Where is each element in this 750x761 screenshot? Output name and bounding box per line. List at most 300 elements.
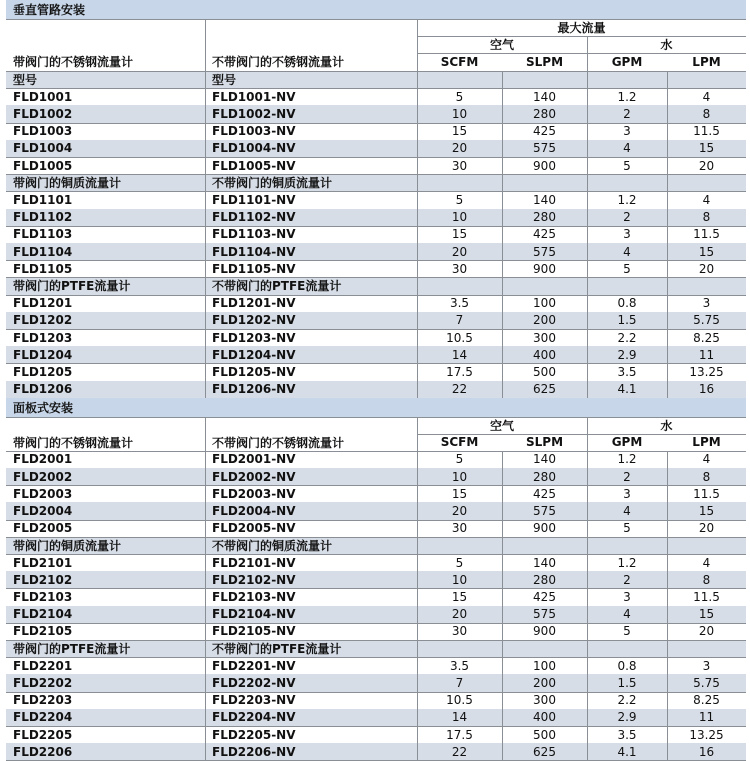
column-rule [667, 381, 668, 398]
column-rule [667, 692, 668, 709]
column-rule [587, 312, 588, 329]
column-rule [502, 692, 503, 709]
section-title: 垂直管路安装 [13, 3, 86, 17]
lpm-value: 8 [702, 210, 711, 225]
gpm-value: 2 [623, 210, 631, 225]
column-rule [417, 640, 418, 657]
column-rule [417, 485, 418, 502]
model-no-valve: FLD2105-NV [212, 624, 296, 639]
column-rule [667, 571, 668, 588]
column-rule [205, 295, 206, 312]
column-rule [667, 226, 668, 243]
column-rule [587, 363, 588, 380]
scfm-value: 3.5 [449, 658, 470, 673]
column-rule [667, 260, 668, 277]
model-no-valve: FLD2004-NV [212, 503, 296, 518]
column-rule [502, 657, 503, 674]
column-rule [502, 260, 503, 277]
column-rule [417, 606, 418, 623]
column-rule [417, 520, 418, 537]
column-rule [205, 260, 206, 277]
gpm-value: 5 [623, 624, 631, 639]
column-rule [205, 174, 206, 191]
gpm-value: 3 [623, 486, 631, 501]
column-rule [205, 243, 206, 260]
slpm-value: 900 [533, 624, 556, 639]
lpm-value: 16 [698, 382, 715, 397]
column-rule [667, 709, 668, 726]
section-title: 面板式安装 [13, 400, 74, 415]
column-rule [587, 123, 588, 140]
lpm-value: 4 [702, 89, 711, 104]
column-rule [205, 381, 206, 398]
model-no-valve: FLD2204-NV [212, 710, 296, 725]
lpm-value: 4 [702, 555, 711, 570]
column-rule [417, 451, 418, 468]
slpm-value: 300 [533, 330, 556, 345]
slpm-value: 425 [533, 486, 556, 501]
slpm-value: 575 [533, 244, 556, 259]
column-rule [502, 346, 503, 363]
scfm-value: 30 [451, 521, 468, 536]
slpm-value: 140 [533, 555, 556, 570]
column-rule [667, 71, 668, 88]
model-no-valve: FLD1002-NV [212, 106, 296, 121]
column-rule [417, 157, 418, 174]
model-no-valve: FLD1205-NV [212, 364, 296, 379]
column-rule [667, 243, 668, 260]
column-rule [667, 277, 668, 294]
column-rule [667, 674, 668, 691]
model-valve: FLD2101 [13, 555, 73, 570]
model-valve: FLD2105 [13, 624, 73, 639]
column-rule [502, 140, 503, 157]
model-valve: FLD1202 [13, 313, 73, 328]
model-valve: FLD2102 [13, 572, 73, 587]
column-rule [417, 123, 418, 140]
model-no-valve: FLD2201-NV [212, 658, 296, 673]
gpm-value: 3.5 [617, 364, 637, 379]
gpm-value: 5 [623, 261, 631, 276]
lpm-value: 11.5 [693, 227, 720, 242]
model-valve: FLD2003 [13, 486, 73, 501]
column-rule [667, 588, 668, 605]
column-rule [205, 588, 206, 605]
scfm-value: 15 [451, 589, 468, 604]
model-no-valve: FLD1104-NV [212, 244, 296, 259]
model-no-valve: FLD1004-NV [212, 141, 296, 156]
lpm-value: 3 [702, 658, 711, 673]
scfm-value: 3.5 [449, 296, 470, 311]
model-no-valve: FLD2001-NV [212, 452, 296, 467]
slpm-value: 280 [533, 469, 556, 484]
scfm-value: 20 [451, 607, 468, 622]
model-valve: FLD2104 [13, 607, 73, 622]
model-no-valve: FLD2103-NV [212, 589, 296, 604]
column-rule [417, 226, 418, 243]
column-rule [417, 554, 418, 571]
group-label-valve: 带阀门的铜质流量计 [13, 176, 122, 191]
column-rule [502, 105, 503, 122]
model-valve: FLD2002 [13, 469, 73, 484]
column-rule [587, 295, 588, 312]
gpm-value: 2.9 [617, 347, 637, 362]
column-rule [417, 363, 418, 380]
slpm-value: 200 [533, 313, 556, 328]
gpm-value: 1.2 [617, 192, 637, 207]
column-rule [587, 381, 588, 398]
scfm-value: 5 [455, 555, 464, 570]
column-rule [502, 485, 503, 502]
gpm-value: 2.2 [617, 693, 637, 708]
scfm-value: 20 [451, 141, 468, 156]
lpm-value: 8 [702, 106, 711, 121]
gpm-value: 4 [623, 607, 631, 622]
column-rule [667, 346, 668, 363]
model-valve: FLD1004 [13, 141, 73, 156]
column-rule [667, 485, 668, 502]
column-rule [587, 571, 588, 588]
gpm-value: 2 [623, 572, 631, 587]
model-no-valve: FLD2206-NV [212, 744, 296, 759]
column-rule [502, 71, 503, 88]
air-heading: 空气 [489, 418, 514, 433]
column-rule [417, 726, 418, 743]
scfm-value: 20 [451, 244, 468, 259]
slpm-value: 425 [533, 227, 556, 242]
gpm-value: 4 [623, 141, 631, 156]
gpm-value: 0.8 [617, 658, 637, 673]
scfm-value: 14 [451, 710, 468, 725]
model-valve: FLD1201 [13, 296, 73, 311]
column-rule [417, 329, 418, 346]
column-rule [417, 381, 418, 398]
column-rule [417, 743, 418, 760]
slpm-value: 140 [533, 89, 556, 104]
model-valve: FLD2204 [13, 710, 73, 725]
column-rule [417, 346, 418, 363]
slpm-value: 500 [533, 727, 556, 742]
column-rule [205, 692, 206, 709]
gpm-value: 4 [623, 503, 631, 518]
model-no-valve: FLD1206-NV [212, 382, 296, 397]
lpm-value: 15 [698, 244, 715, 259]
column-rule [205, 485, 206, 502]
column-rule [205, 191, 206, 208]
group-label-no-valve: 不带阀门的铜质流量计 [212, 176, 333, 191]
group-label-valve: 带阀门的PTFE流量计 [13, 279, 131, 294]
column-rule [205, 606, 206, 623]
column-rule [205, 88, 206, 105]
gpm-value: 5 [623, 158, 631, 173]
slpm-value: 500 [533, 364, 556, 379]
column-rule [667, 329, 668, 346]
model-valve: FLD1206 [13, 382, 73, 397]
column-rule [417, 312, 418, 329]
lpm-value: 8 [702, 469, 711, 484]
column-rule [502, 606, 503, 623]
column-rule [502, 209, 503, 226]
scfm-value: 5 [455, 452, 464, 467]
column-rule [205, 226, 206, 243]
gpm-value: 1.2 [617, 89, 637, 104]
column-rule [502, 502, 503, 519]
scfm-value: 22 [451, 382, 468, 397]
slpm-value: 100 [533, 658, 556, 673]
scfm-value: 10 [451, 469, 468, 484]
column-rule [667, 623, 668, 640]
model-no-valve: FLD1204-NV [212, 347, 296, 362]
scfm-value: 17.5 [446, 727, 473, 742]
slpm-value: 575 [533, 141, 556, 156]
scfm-value: 5 [455, 192, 464, 207]
column-rule [205, 657, 206, 674]
column-rule [205, 123, 206, 140]
column-rule [417, 502, 418, 519]
water-heading: 水 [660, 418, 673, 433]
column-rule [205, 709, 206, 726]
model-valve: FLD1001 [13, 89, 73, 104]
column-rule [667, 209, 668, 226]
slpm-value: 280 [533, 210, 556, 225]
column-rule [667, 312, 668, 329]
column-rule [417, 657, 418, 674]
column-rule [587, 554, 588, 571]
column-rule [587, 743, 588, 760]
lpm-value: 15 [698, 503, 715, 518]
lpm-value: 13.25 [689, 364, 724, 379]
column-rule [417, 71, 418, 88]
column-rule [417, 674, 418, 691]
gpm-value: 1.5 [617, 675, 637, 690]
column-rule [417, 571, 418, 588]
gpm-value: 4 [623, 244, 631, 259]
scfm-value: 30 [451, 158, 468, 173]
column-rule [667, 451, 668, 468]
group-label-no-valve: 型号 [212, 73, 237, 88]
column-rule [417, 140, 418, 157]
column-rule [205, 726, 206, 743]
lpm-value: 8.25 [693, 693, 720, 708]
model-valve: FLD1103 [13, 227, 73, 242]
gpm-value: 4.1 [617, 744, 637, 759]
column-rule [417, 260, 418, 277]
lpm-value: 8 [702, 572, 711, 587]
column-rule [667, 554, 668, 571]
gpm-value: 5 [623, 521, 631, 536]
column-rule [587, 260, 588, 277]
gpm-value: 4.1 [617, 382, 637, 397]
column-rule [587, 243, 588, 260]
model-no-valve: FLD1102-NV [212, 210, 296, 225]
scfm-value: 10 [451, 210, 468, 225]
column-rule [587, 36, 588, 71]
lpm-value: 4 [702, 192, 711, 207]
column-rule [587, 71, 588, 88]
group-label-no-valve: 不带阀门的PTFE流量计 [212, 642, 342, 657]
column-rule [587, 640, 588, 657]
model-valve: FLD2201 [13, 658, 73, 673]
gpm-value: 0.8 [617, 296, 637, 311]
slpm-value: 900 [533, 158, 556, 173]
scfm-value: 22 [451, 744, 468, 759]
column-rule [587, 502, 588, 519]
model-no-valve: FLD2203-NV [212, 693, 296, 708]
column-rule [417, 191, 418, 208]
lpm-value: 15 [698, 607, 715, 622]
column-rule [587, 726, 588, 743]
max-flow-heading: 最大流量 [557, 21, 606, 35]
model-valve: FLD1104 [13, 244, 73, 259]
gpm-value: 2 [623, 106, 631, 121]
column-rule [502, 554, 503, 571]
column-rule [205, 674, 206, 691]
column-rule [587, 88, 588, 105]
slpm-value: 140 [533, 452, 556, 467]
model-no-valve: FLD1005-NV [212, 158, 296, 173]
lpm-value: 8.25 [693, 330, 720, 345]
column-rule [667, 191, 668, 208]
gpm-value: 1.2 [617, 452, 637, 467]
slpm-value: 900 [533, 261, 556, 276]
column-rule [417, 174, 418, 191]
model-no-valve: FLD2101-NV [212, 555, 296, 570]
column-rule [502, 726, 503, 743]
column-rule [502, 571, 503, 588]
column-rule [205, 157, 206, 174]
slpm-value: 400 [533, 710, 556, 725]
model-valve: FLD1203 [13, 330, 73, 345]
scfm-value: 15 [451, 227, 468, 242]
column-rule [587, 140, 588, 157]
column-rule [205, 502, 206, 519]
slpm-value: 575 [533, 607, 556, 622]
column-rule [667, 743, 668, 760]
column-rule [205, 520, 206, 537]
column-rule [502, 381, 503, 398]
lpm-value: 5.75 [693, 313, 720, 328]
lpm-value: 4 [702, 452, 711, 467]
lpm-value: 5.75 [693, 675, 720, 690]
model-valve: FLD2004 [13, 503, 73, 518]
lpm-value: 16 [698, 744, 715, 759]
slpm-value: 900 [533, 521, 556, 536]
lpm-value: 15 [698, 141, 715, 156]
column-rule [667, 88, 668, 105]
scfm-value: 30 [451, 261, 468, 276]
column-rule [417, 295, 418, 312]
model-valve: FLD2103 [13, 589, 73, 604]
column-rule [667, 520, 668, 537]
column-rule [502, 537, 503, 554]
column-rule [502, 174, 503, 191]
slpm-value: 625 [533, 744, 556, 759]
unit-heading: LPM [692, 54, 721, 69]
column-rule [667, 140, 668, 157]
column-rule [667, 657, 668, 674]
column-rule [667, 123, 668, 140]
column-rule [417, 105, 418, 122]
column-rule [667, 606, 668, 623]
column-rule [417, 88, 418, 105]
lpm-value: 20 [698, 158, 715, 173]
column-rule [205, 71, 206, 88]
column-rule [502, 709, 503, 726]
gpm-value: 1.2 [617, 555, 637, 570]
lpm-value: 11.5 [693, 589, 720, 604]
column-rule [502, 640, 503, 657]
unit-heading: SLPM [525, 435, 564, 450]
column-rule [502, 157, 503, 174]
unit-heading: SLPM [525, 54, 564, 69]
slpm-value: 400 [533, 347, 556, 362]
model-no-valve: FLD1001-NV [212, 89, 296, 104]
lpm-value: 20 [698, 261, 715, 276]
lpm-value: 20 [698, 624, 715, 639]
water-heading: 水 [660, 38, 673, 52]
unit-heading: LPM [692, 435, 721, 450]
model-valve: FLD1105 [13, 261, 73, 276]
column-rule [205, 140, 206, 157]
column-rule [205, 277, 206, 294]
scfm-value: 7 [455, 675, 464, 690]
group-label-valve: 带阀门的铜质流量计 [13, 538, 122, 553]
valve-column-heading: 带阀门的不锈钢流量计 [13, 435, 134, 450]
model-no-valve: FLD2104-NV [212, 607, 296, 622]
model-no-valve: FLD1201-NV [212, 296, 296, 311]
model-valve: FLD1003 [13, 124, 73, 139]
column-rule [417, 692, 418, 709]
column-rule [205, 571, 206, 588]
column-rule [587, 226, 588, 243]
column-rule [587, 692, 588, 709]
column-rule [205, 363, 206, 380]
column-rule [205, 19, 206, 71]
slpm-value: 625 [533, 382, 556, 397]
column-rule [502, 226, 503, 243]
scfm-value: 7 [455, 313, 464, 328]
valve-column-heading: 带阀门的不锈钢流量计 [13, 55, 134, 69]
column-rule [502, 588, 503, 605]
model-valve: FLD1205 [13, 364, 73, 379]
column-rule [667, 726, 668, 743]
gpm-value: 3.5 [617, 727, 637, 742]
group-label-no-valve: 不带阀门的铜质流量计 [212, 538, 333, 553]
column-rule [205, 468, 206, 485]
column-rule [417, 623, 418, 640]
column-rule [502, 329, 503, 346]
column-rule [587, 623, 588, 640]
model-no-valve: FLD1101-NV [212, 192, 296, 207]
column-rule [205, 554, 206, 571]
column-rule [502, 243, 503, 260]
lpm-value: 11 [698, 710, 715, 725]
column-rule [502, 363, 503, 380]
model-valve: FLD2005 [13, 521, 73, 536]
unit-heading: SCFM [440, 54, 479, 69]
scfm-value: 15 [451, 486, 468, 501]
column-rule [417, 709, 418, 726]
model-valve: FLD2202 [13, 675, 73, 690]
column-rule [587, 157, 588, 174]
lpm-value: 13.25 [689, 727, 724, 742]
column-rule [417, 588, 418, 605]
column-rule [205, 329, 206, 346]
column-rule [587, 520, 588, 537]
model-valve: FLD2203 [13, 693, 73, 708]
column-rule [587, 209, 588, 226]
column-rule [205, 417, 206, 451]
